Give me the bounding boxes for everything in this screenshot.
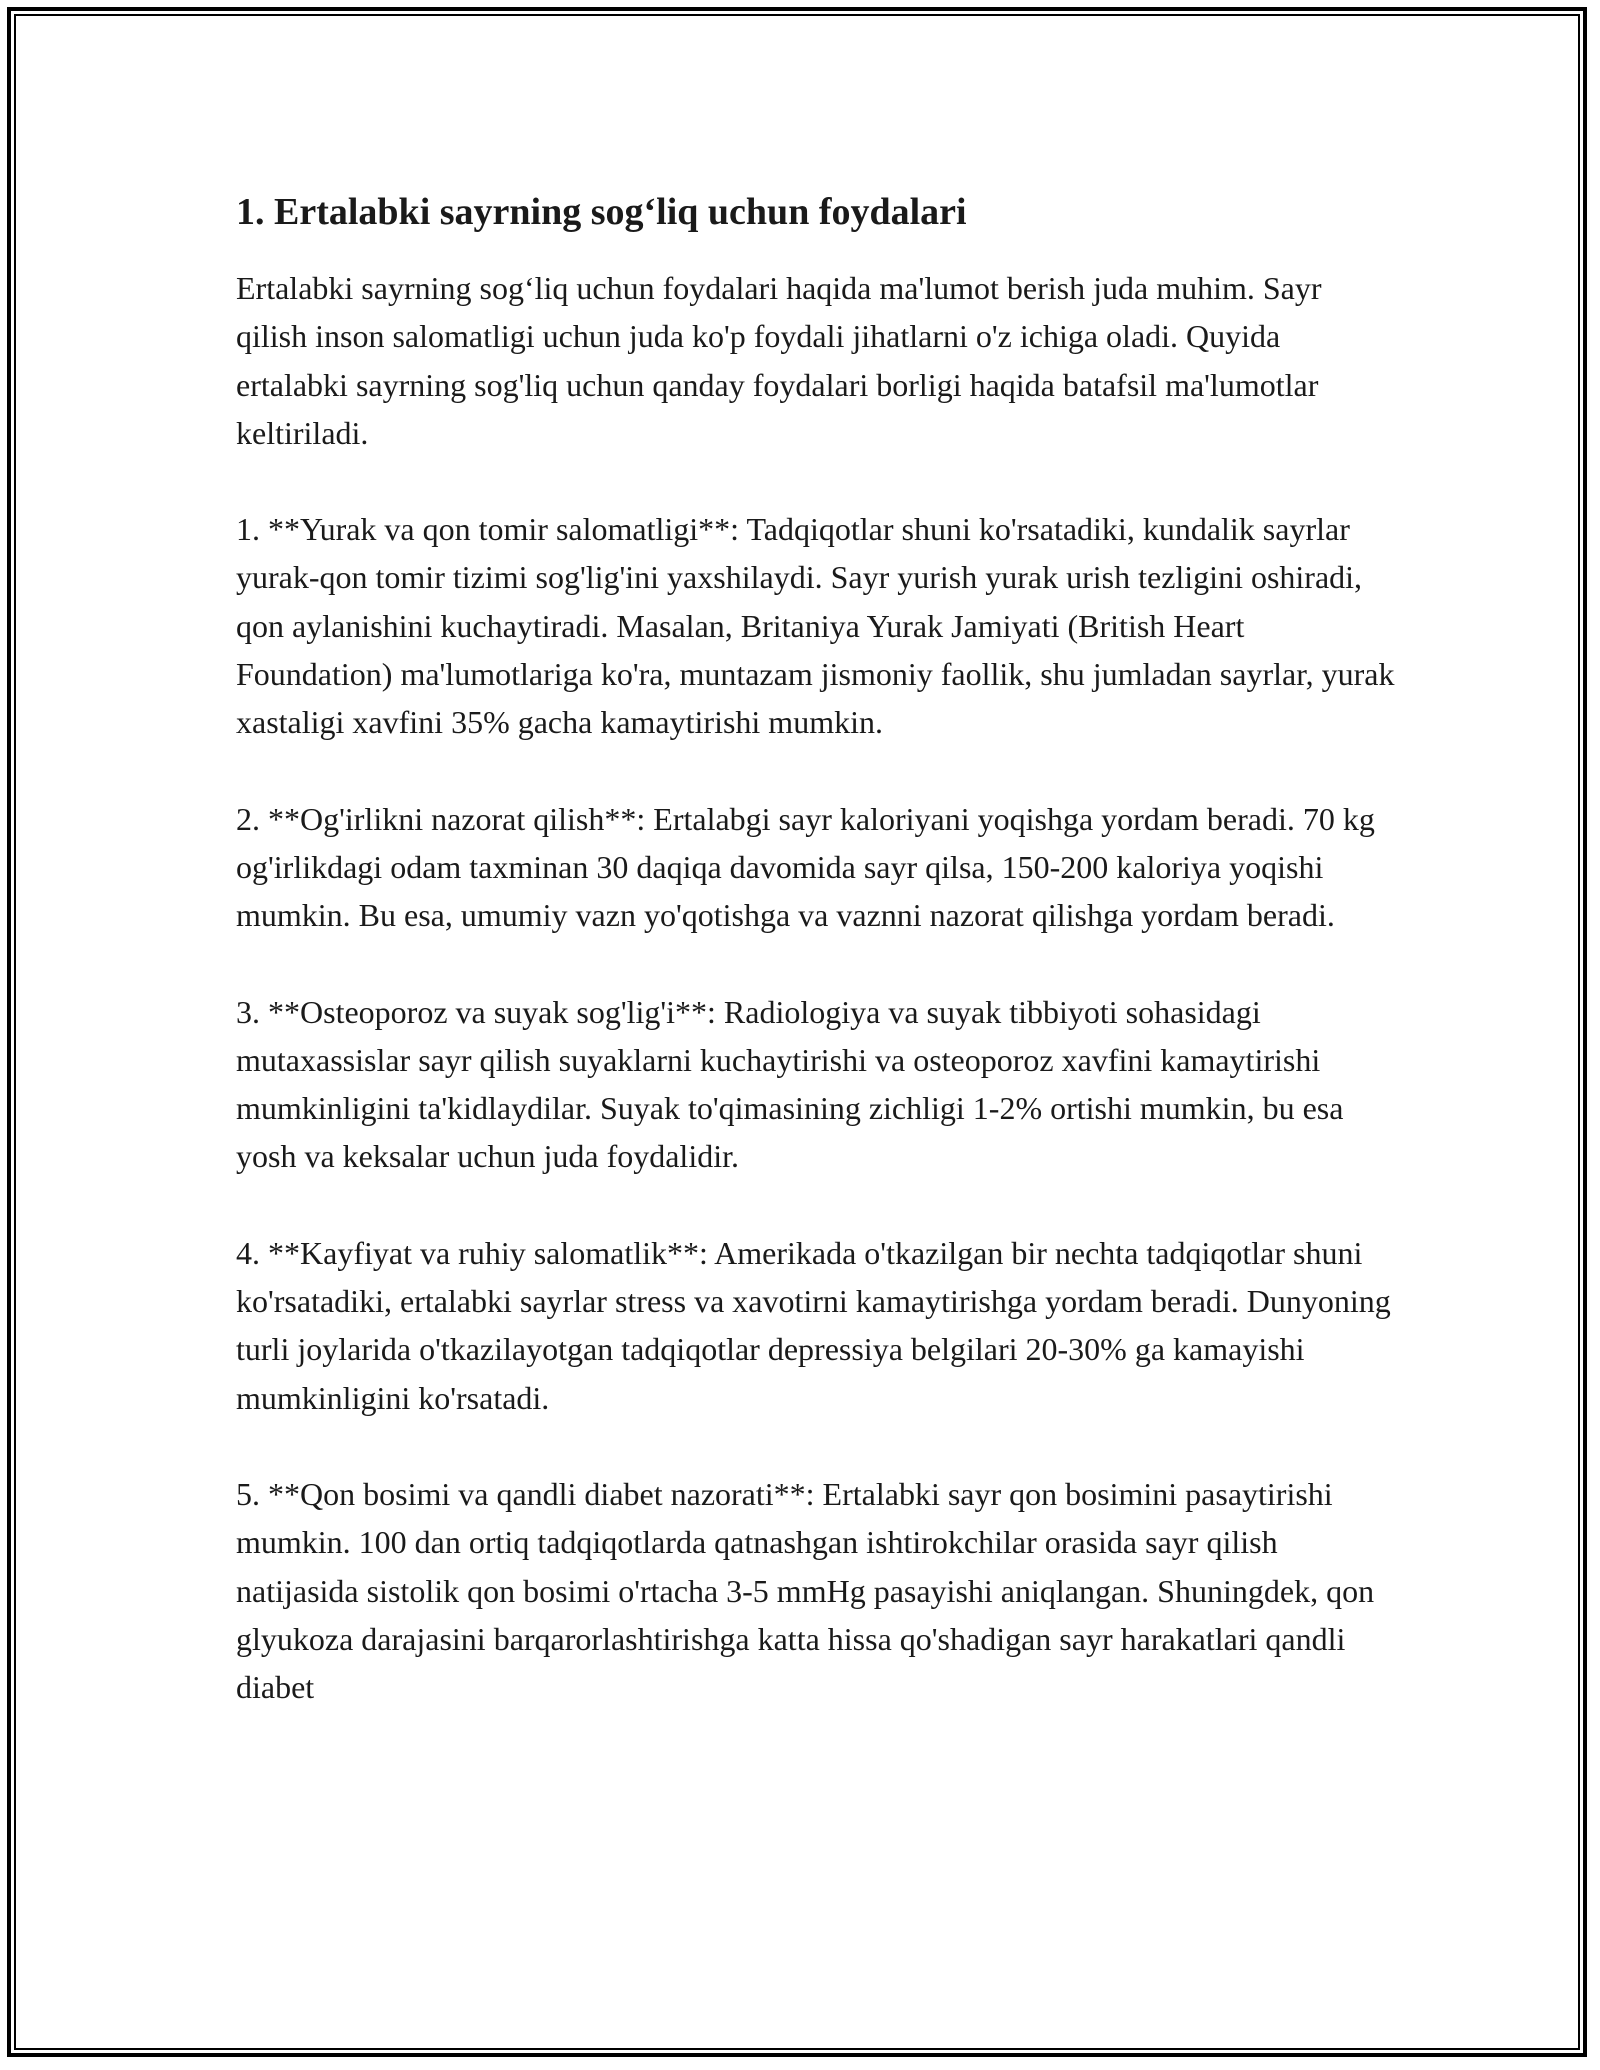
paragraph-weight-control: 2. **Og'irlikni nazorat qilish**: Ertalabgi sayr kaloriyani yoqishga yordam beradi. 70 kg og'irlikdagi odam taxminan 30 daqiqa davomida sayr qilsa, 150-200 kaloriya yoqishi mumkin. Bu esa, umumiy vazn yo'qotishga va vaznni nazorat qilishga yordam beradi. <box>236 800 1375 934</box>
section-heading: 1. Ertalabki sayrning sog‘liq uchun foydalari <box>236 191 967 233</box>
paragraph-heart-health: 1. **Yurak va qon tomir salomatligi**: Tadqiqotlar shuni ko'rsatadiki, kundalik sayrlar yurak-qon tomir tizimi sog'lig'ini yaxshilaydi. Sayr yurish yurak urish tezligini oshiradi, qon aylanishini kuchaytiradi. Masalan, Britaniya Yurak Jamiyati (British Heart Foundation) ma'lumotlariga ko'ra, muntazam jismoniy faollik, shu jumladan sayrlar, yurak xastaligi xavfini 35% gacha kamaytirishi mumkin. <box>236 511 1395 741</box>
paragraph-mental-health: 4. **Kayfiyat va ruhiy salomatlik**: Amerikada o'tkazilgan bir nechta tadqiqotlar shuni ko'rsatadiki, ertalabki sayrlar stress va xavotirni kamaytirishga yordam beradi. Dunyoning turli joylarida o'tkazilayotgan tadqiqotlar depressiya belgilari 20-30% ga kamayishi mumkinligini ko'rsatadi. <box>236 1234 1391 1416</box>
paragraph-bone-health: 3. **Osteoporoz va suyak sog'lig'i**: Radiologiya va suyak tibbiyoti sohasidagi mutaxassislar sayr qilish suyaklarni kuchaytirishi va osteoporoz xavfini kamaytirishi mumkinligini ta'kidlaydilar. Suyak to'qimasining zichligi 1-2% ortishi mumkin, bu esa yosh va keksalar uchun juda foydalidir. <box>236 993 1344 1175</box>
intro-paragraph: Ertalabki sayrning sog‘liq uchun foydalari haqida ma'lumot berish juda muhim. Sayr qilish inson salomatligi uchun juda ko'p foydali jihatlarni o'z ichiga oladi. Quyida ertalabki sayrning sog'liq uchun qanday foydalari borligi haqida batafsil ma'lumotlar keltiriladi. <box>236 270 1322 451</box>
document-body <box>236 186 1396 1759</box>
paragraph-blood-pressure-diabetes: 5. **Qon bosimi va qandli diabet nazorati**: Ertalabki sayr qon bosimini pasaytirishi mumkin. 100 dan ortiq tadqiqotlarda qatnashgan ishtirokchilar orasida sayr qilish natijasida sistolik qon bosimi o'rtacha 3-5 mmHg pasayishi aniqlangan. Shuningdek, qon glyukoza darajasini barqarorlashtirishga katta hissa qo'shadigan sayr harakatlari qandli diabet <box>236 1475 1375 1706</box>
